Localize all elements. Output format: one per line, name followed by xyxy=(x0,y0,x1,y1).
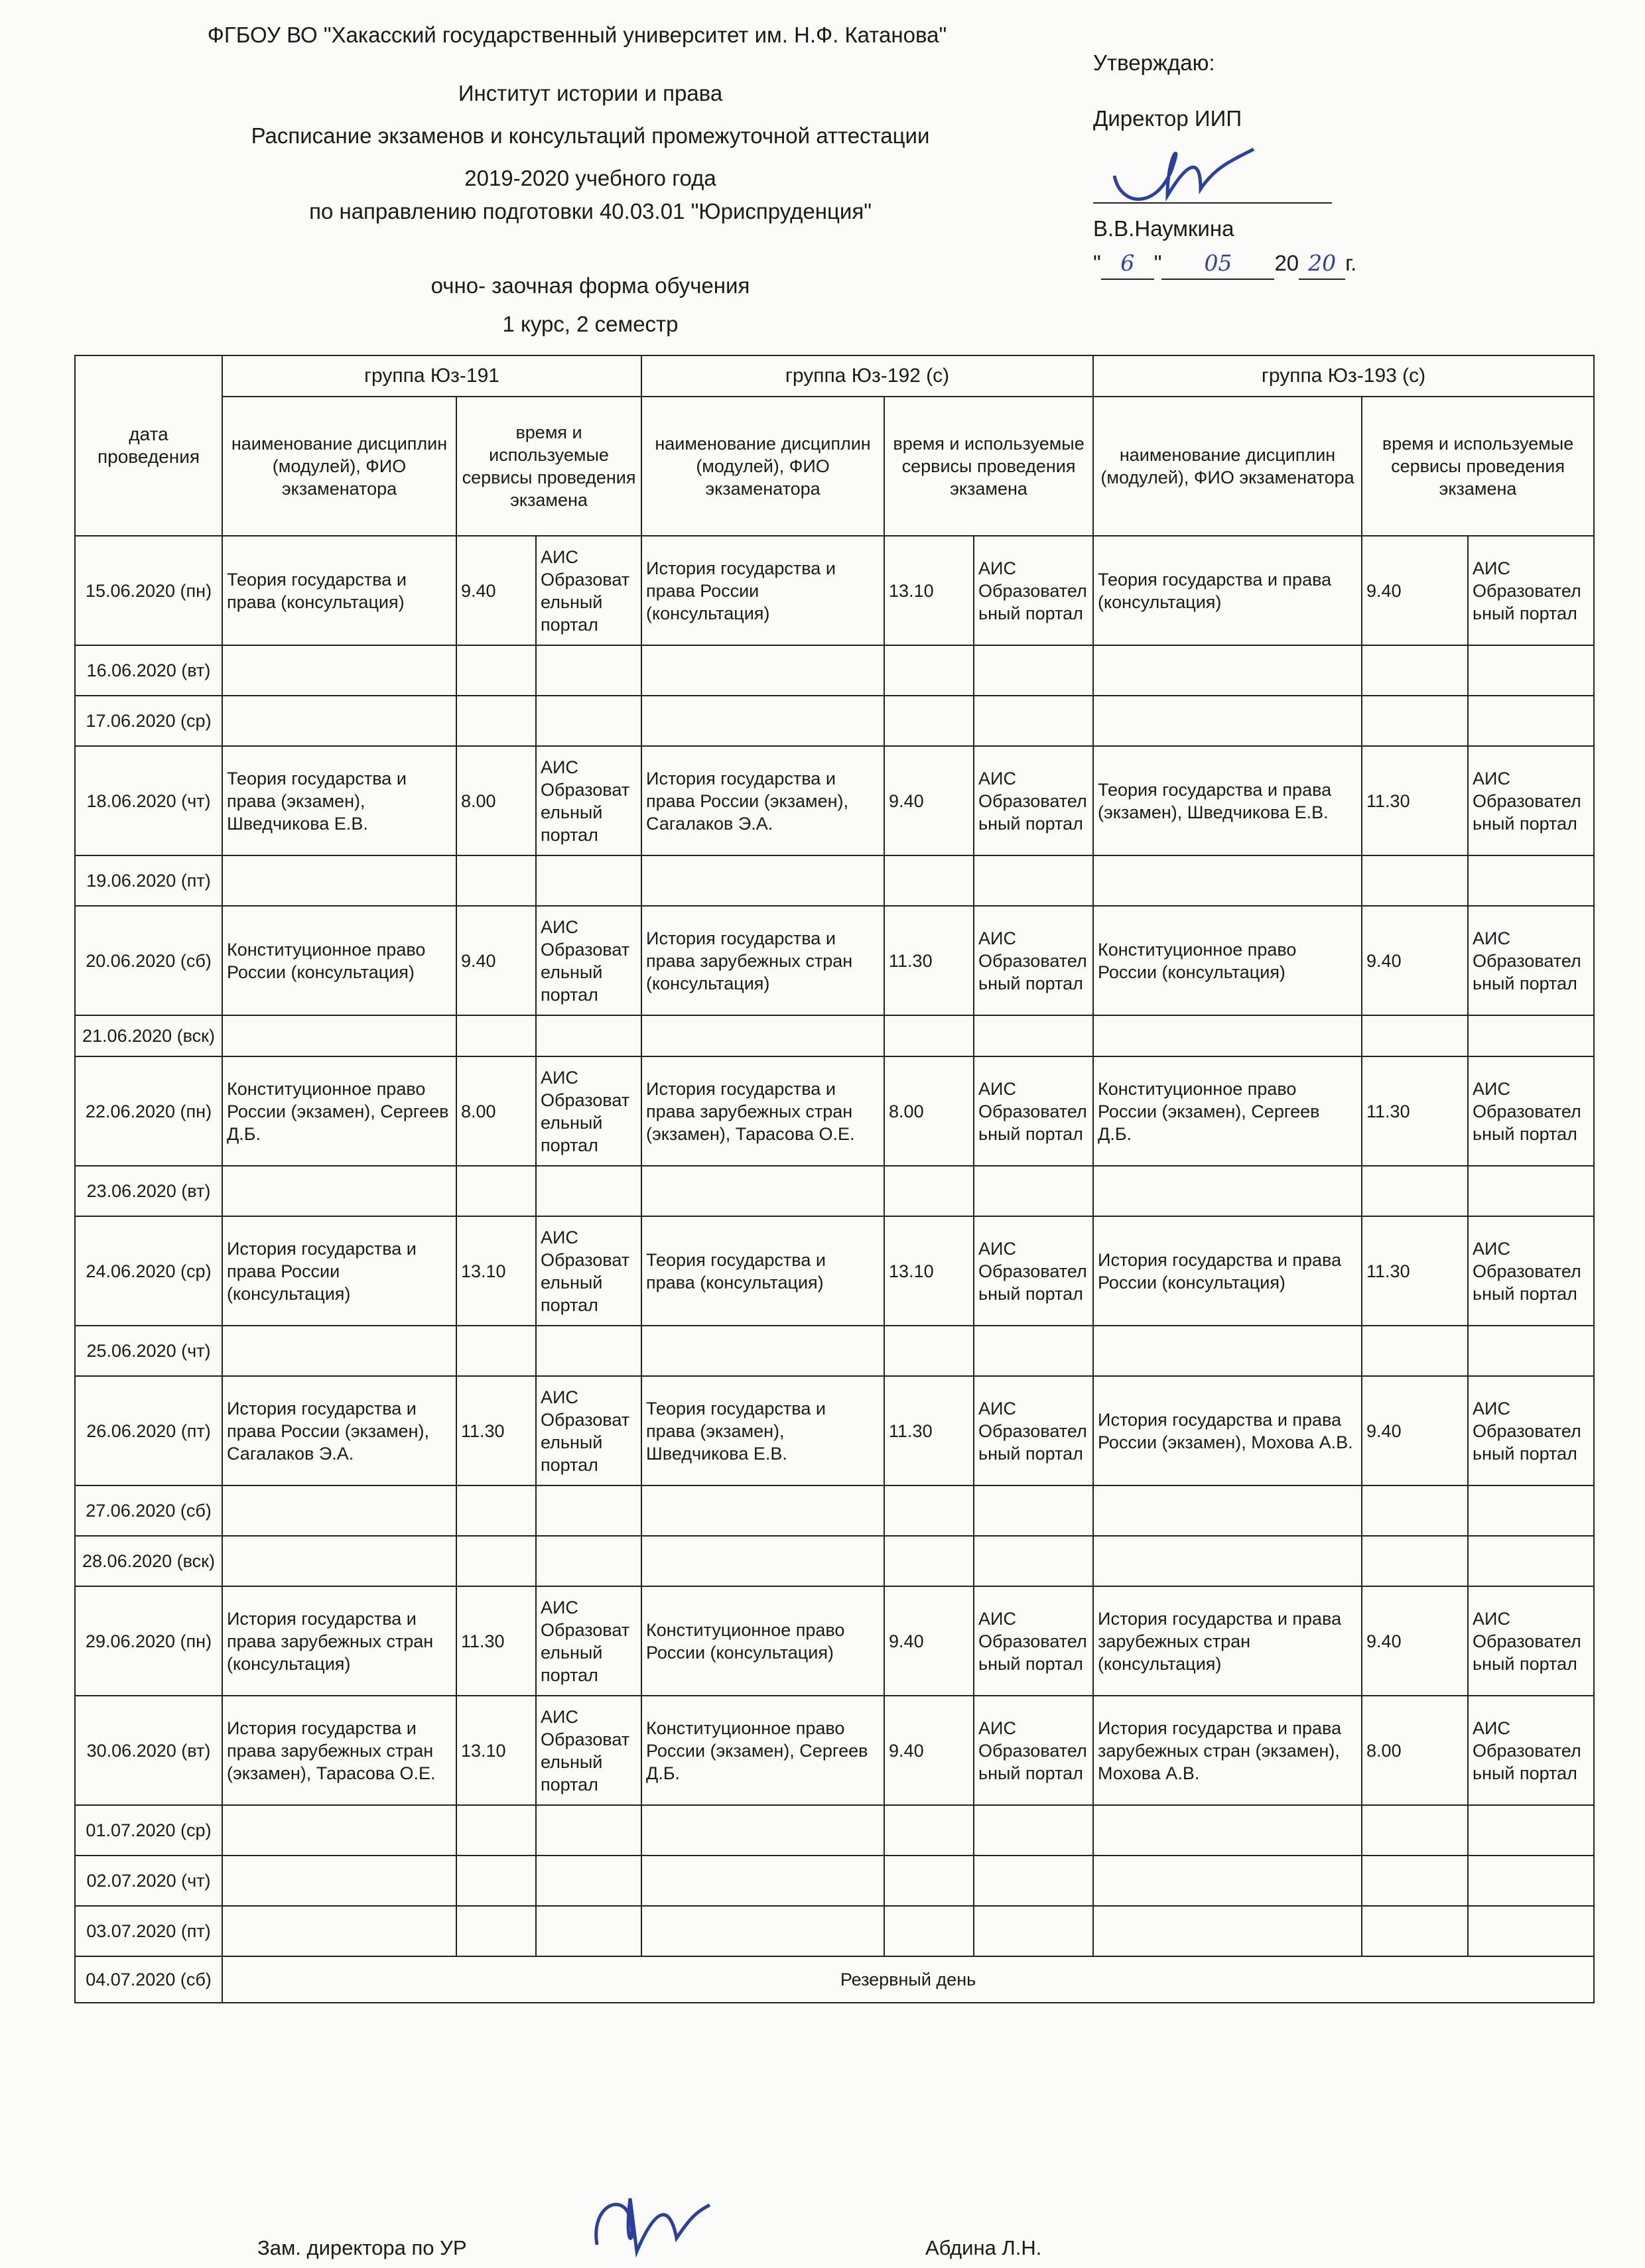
row-date: 24.06.2020 (ср) xyxy=(75,1216,222,1326)
reserve-day: Резервный день xyxy=(222,1956,1594,2003)
discipline-cell: История государства и права зарубежных стран (консультация) xyxy=(1093,1586,1362,1696)
row-date: 26.06.2020 (пт) xyxy=(75,1376,222,1485)
service-cell xyxy=(536,1166,641,1216)
discipline-cell: История государства и права зарубежных стран (экзамен), Тарасова О.Е. xyxy=(222,1696,456,1805)
service-cell: АИС Образовательный портал xyxy=(974,1586,1093,1696)
discipline-cell xyxy=(1093,1856,1362,1906)
time-cell: 13.10 xyxy=(456,1216,536,1326)
time-cell xyxy=(884,1326,974,1376)
discipline-cell xyxy=(222,855,456,906)
discipline-cell xyxy=(641,855,884,906)
time-cell xyxy=(884,855,974,906)
service-cell: АИС Образовательный портал xyxy=(536,906,641,1015)
time-cell xyxy=(456,1856,536,1906)
time-cell: 11.30 xyxy=(1362,1056,1468,1166)
time-cell xyxy=(456,1485,536,1536)
row-date: 21.06.2020 (вск) xyxy=(75,1015,222,1056)
discipline-cell: История государства и права России (консультация) xyxy=(1093,1216,1362,1326)
time-cell xyxy=(1362,1015,1468,1056)
discipline-cell: История государства и права зарубежных стран (экзамен), Тарасова О.Е. xyxy=(641,1056,884,1166)
service-cell xyxy=(1468,1856,1594,1906)
row-date: 04.07.2020 (сб) xyxy=(75,1956,222,2003)
discipline-cell xyxy=(222,1856,456,1906)
service-cell: АИС Образовательный портал xyxy=(536,1586,641,1696)
deputy-signature-svg xyxy=(584,2178,716,2258)
service-cell xyxy=(536,1856,641,1906)
discipline-cell: Теория государства и права (консультация) xyxy=(222,536,456,645)
row-date: 22.06.2020 (пн) xyxy=(75,1056,222,1166)
time-cell: 13.10 xyxy=(884,536,974,645)
time-cell xyxy=(884,1536,974,1586)
service-cell xyxy=(1468,1906,1594,1956)
row-date: 30.06.2020 (вт) xyxy=(75,1696,222,1805)
schedule-row xyxy=(75,1906,1594,1956)
service-cell: АИС Образовательный портал xyxy=(974,1696,1093,1805)
date-quote-open: " xyxy=(1093,251,1101,275)
time-cell xyxy=(1362,1485,1468,1536)
service-cell xyxy=(1468,645,1594,696)
discipline-cell: Теория государства и права (консультация) xyxy=(641,1216,884,1326)
time-cell xyxy=(456,645,536,696)
schedule-row xyxy=(75,536,1594,645)
service-cell: АИС Образовательный портал xyxy=(1468,536,1594,645)
time-cell xyxy=(884,1166,974,1216)
discipline-cell: Теория государства и права (консультация) xyxy=(1093,536,1362,645)
service-cell xyxy=(1468,1015,1594,1056)
service-cell xyxy=(974,1536,1093,1586)
service-cell: АИС Образовательный портал xyxy=(1468,1586,1594,1696)
service-cell xyxy=(536,1805,641,1856)
schedule-row xyxy=(75,1856,1594,1906)
service-cell xyxy=(536,696,641,746)
approval-day: 6 xyxy=(1101,248,1154,280)
time-cell xyxy=(1362,1166,1468,1216)
time-cell: 13.10 xyxy=(456,1696,536,1805)
time-cell: 9.40 xyxy=(1362,1376,1468,1485)
schedule-row xyxy=(75,645,1594,696)
exam-schedule-table xyxy=(74,355,1595,2003)
time-cell xyxy=(884,645,974,696)
time-cell: 9.40 xyxy=(884,1586,974,1696)
row-date: 17.06.2020 (ср) xyxy=(75,696,222,746)
service-cell xyxy=(974,1856,1093,1906)
discipline-cell: История государства и права России (экзамен), Сагалаков Э.А. xyxy=(641,746,884,855)
discipline-cell xyxy=(641,645,884,696)
discipline-cell: История государства и права зарубежных стран (консультация) xyxy=(641,906,884,1015)
service-cell: АИС Образовательный портал xyxy=(974,1056,1093,1166)
schedule-row xyxy=(75,1326,1594,1376)
service-cell: АИС Образовательный портал xyxy=(1468,746,1594,855)
group-header-2: группа Юз-192 (с) xyxy=(641,355,1093,397)
time-cell xyxy=(1362,1805,1468,1856)
discipline-cell xyxy=(222,1015,456,1056)
discipline-cell: Теория государства и права (экзамен), Шведчикова Е.В. xyxy=(1093,746,1362,855)
service-cell xyxy=(974,855,1093,906)
group-header-3: группа Юз-193 (с) xyxy=(1093,355,1594,397)
row-date: 23.06.2020 (вт) xyxy=(75,1166,222,1216)
discipline-cell xyxy=(222,1536,456,1586)
time-cell: 8.00 xyxy=(456,746,536,855)
service-cell: АИС Образовательный портал xyxy=(974,1216,1093,1326)
service-cell: АИС Образовательный портал xyxy=(536,1376,641,1485)
director-signature-icon xyxy=(1101,136,1260,225)
row-date: 19.06.2020 (пт) xyxy=(75,855,222,906)
discipline-cell xyxy=(222,1326,456,1376)
discipline-cell: Конституционное право России (экзамен), Сергеев Д.Б. xyxy=(641,1696,884,1805)
subheader-discipline-g2: наименование дисциплин (модулей), ФИО экзаменатора xyxy=(641,397,884,536)
service-cell xyxy=(974,1326,1093,1376)
discipline-cell: Конституционное право России (консультация) xyxy=(641,1586,884,1696)
row-date: 27.06.2020 (сб) xyxy=(75,1485,222,1536)
discipline-cell xyxy=(222,1906,456,1956)
deputy-signature-icon xyxy=(584,2178,716,2268)
group-header-1: группа Юз-191 xyxy=(222,355,641,397)
approval-year-suffix: г. xyxy=(1345,251,1357,275)
service-cell: АИС Образовательный портал xyxy=(536,1056,641,1166)
time-cell xyxy=(456,1015,536,1056)
approval-year-prefix: 20 xyxy=(1274,251,1299,275)
discipline-cell: История государства и права России (консультация) xyxy=(222,1216,456,1326)
schedule-row xyxy=(75,696,1594,746)
time-cell xyxy=(1362,645,1468,696)
service-cell xyxy=(974,1015,1093,1056)
subheader-discipline-g3: наименование дисциплин (модулей), ФИО экзаменатора xyxy=(1093,397,1362,536)
schedule-row xyxy=(75,746,1594,855)
schedule-row xyxy=(75,1696,1594,1805)
service-cell: АИС Образовательный портал xyxy=(536,536,641,645)
time-cell: 9.40 xyxy=(884,1696,974,1805)
discipline-cell: Конституционное право России (консультация) xyxy=(222,906,456,1015)
study-form: очно- заочная форма обучения xyxy=(430,273,750,298)
service-cell xyxy=(536,1015,641,1056)
discipline-cell: История государства и права зарубежных стран (экзамен), Мохова А.В. xyxy=(1093,1696,1362,1805)
time-cell: 11.30 xyxy=(1362,746,1468,855)
service-cell xyxy=(1468,696,1594,746)
discipline-cell xyxy=(641,1485,884,1536)
subheader-row xyxy=(75,397,1594,536)
time-cell xyxy=(1362,855,1468,906)
time-cell: 9.40 xyxy=(456,536,536,645)
row-date: 20.06.2020 (сб) xyxy=(75,906,222,1015)
row-date: 25.06.2020 (чт) xyxy=(75,1326,222,1376)
time-cell: 11.30 xyxy=(884,906,974,1015)
time-cell: 9.40 xyxy=(1362,906,1468,1015)
approval-date xyxy=(1093,248,1356,280)
row-date: 15.06.2020 (пн) xyxy=(75,536,222,645)
discipline-cell xyxy=(222,645,456,696)
footer-position: Зам. директора по УР xyxy=(257,2236,467,2259)
discipline-cell: История государства и права зарубежных стран (консультация) xyxy=(222,1586,456,1696)
footer-name: Абдина Л.Н. xyxy=(925,2236,1042,2259)
service-cell: АИС Образовательный портал xyxy=(1468,1376,1594,1485)
discipline-cell xyxy=(222,1166,456,1216)
subheader-time-g1: время и используемые сервисы проведения экзамена xyxy=(456,397,641,536)
service-cell: АИС Образовательный портал xyxy=(536,746,641,855)
time-cell: 8.00 xyxy=(1362,1696,1468,1805)
time-cell xyxy=(884,1805,974,1856)
service-cell xyxy=(1468,1166,1594,1216)
service-cell: АИС Образовательный портал xyxy=(974,536,1093,645)
discipline-cell xyxy=(1093,645,1362,696)
schedule-row xyxy=(75,855,1594,906)
discipline-cell: Конституционное право России (консультация) xyxy=(1093,906,1362,1015)
time-cell xyxy=(456,855,536,906)
schedule-row xyxy=(75,1586,1594,1696)
time-cell xyxy=(884,696,974,746)
time-cell xyxy=(1362,696,1468,746)
discipline-cell xyxy=(1093,1166,1362,1216)
approve-label: Утверждаю: xyxy=(1093,50,1215,75)
service-cell xyxy=(536,645,641,696)
time-cell xyxy=(456,696,536,746)
time-cell xyxy=(884,1485,974,1536)
service-cell xyxy=(536,855,641,906)
schedule-body xyxy=(75,536,1594,2003)
row-date: 16.06.2020 (вт) xyxy=(75,645,222,696)
time-cell xyxy=(884,1856,974,1906)
group-header-row xyxy=(75,355,1594,397)
service-cell: АИС Образовательный портал xyxy=(536,1696,641,1805)
discipline-cell: Теория государства и права (экзамен), Шведчикова Е.В. xyxy=(641,1376,884,1485)
approval-year: 20 xyxy=(1299,248,1345,280)
schedule-row xyxy=(75,906,1594,1015)
approval-month: 05 xyxy=(1161,248,1274,280)
time-cell: 8.00 xyxy=(884,1056,974,1166)
date-quote-close: " xyxy=(1153,251,1162,275)
discipline-cell: История государства и права России (консультация) xyxy=(641,536,884,645)
service-cell xyxy=(536,1485,641,1536)
schedule-row xyxy=(75,1056,1594,1166)
discipline-cell: Теория государства и права (экзамен), Шведчикова Е.В. xyxy=(222,746,456,855)
time-cell xyxy=(456,1536,536,1586)
discipline-cell: История государства и права России (экзамен), Мохова А.В. xyxy=(1093,1376,1362,1485)
service-cell xyxy=(974,1805,1093,1856)
service-cell xyxy=(1468,1485,1594,1536)
service-cell: АИС Образовательный портал xyxy=(536,1216,641,1326)
approver-name: В.В.Наумкина xyxy=(1093,216,1234,241)
discipline-cell xyxy=(641,696,884,746)
service-cell xyxy=(1468,1805,1594,1856)
discipline-cell xyxy=(1093,1015,1362,1056)
service-cell xyxy=(974,1906,1093,1956)
service-cell: АИС Образовательный портал xyxy=(974,906,1093,1015)
discipline-cell xyxy=(641,1536,884,1586)
schedule-row xyxy=(75,1536,1594,1586)
discipline-cell xyxy=(641,1805,884,1856)
discipline-cell xyxy=(222,1805,456,1856)
time-cell xyxy=(456,1166,536,1216)
row-date: 02.07.2020 (чт) xyxy=(75,1856,222,1906)
service-cell: АИС Образовательный портал xyxy=(1468,1216,1594,1326)
discipline-cell xyxy=(222,696,456,746)
service-cell xyxy=(974,1166,1093,1216)
row-date: 18.06.2020 (чт) xyxy=(75,746,222,855)
service-cell: АИС Образовательный портал xyxy=(974,746,1093,855)
schedule-title-line2: 2019-2020 учебного года xyxy=(464,166,716,190)
service-cell: АИС Образовательный портал xyxy=(1468,1696,1594,1805)
schedule-row xyxy=(75,1376,1594,1485)
time-cell xyxy=(1362,1906,1468,1956)
schedule-row xyxy=(75,1216,1594,1326)
discipline-cell xyxy=(222,1485,456,1536)
service-cell xyxy=(974,696,1093,746)
time-cell: 11.30 xyxy=(456,1376,536,1485)
service-cell: АИС Образовательный портал xyxy=(1468,1056,1594,1166)
schedule-title-line3: по направлению подготовки 40.03.01 "Юриспруденция" xyxy=(309,199,872,223)
time-cell xyxy=(1362,1326,1468,1376)
discipline-cell xyxy=(641,1015,884,1056)
service-cell xyxy=(536,1536,641,1586)
subheader-time-g2: время и используемые сервисы проведения экзамена xyxy=(884,397,1093,536)
university-name: ФГБОУ ВО "Хакасский государственный университет им. Н.Ф. Катанова" xyxy=(207,23,947,47)
service-cell xyxy=(536,1326,641,1376)
time-cell xyxy=(884,1015,974,1056)
time-cell: 9.40 xyxy=(1362,536,1468,645)
time-cell: 9.40 xyxy=(884,746,974,855)
time-cell xyxy=(456,1326,536,1376)
service-cell xyxy=(974,645,1093,696)
director-signature-svg xyxy=(1101,136,1260,216)
discipline-cell xyxy=(641,1326,884,1376)
discipline-cell xyxy=(1093,696,1362,746)
discipline-cell xyxy=(1093,1536,1362,1586)
time-cell: 13.10 xyxy=(884,1216,974,1326)
time-cell: 8.00 xyxy=(456,1056,536,1166)
approver-position: Директор ИИП xyxy=(1093,106,1242,131)
time-cell: 11.30 xyxy=(884,1376,974,1485)
subheader-discipline-g1: наименование дисциплин (модулей), ФИО экзаменатора xyxy=(222,397,456,536)
course-semester: 1 курс, 2 семестр xyxy=(502,312,679,336)
service-cell: АИС Образовательный портал xyxy=(974,1376,1093,1485)
discipline-cell xyxy=(1093,1326,1362,1376)
service-cell: АИС Образовательный портал xyxy=(1468,906,1594,1015)
schedule-row xyxy=(75,1015,1594,1056)
row-date: 28.06.2020 (вск) xyxy=(75,1536,222,1586)
discipline-cell xyxy=(1093,1485,1362,1536)
institute-name: Институт истории и права xyxy=(458,81,723,105)
discipline-cell xyxy=(641,1906,884,1956)
discipline-cell: История государства и права России (экзамен), Сагалаков Э.А. xyxy=(222,1376,456,1485)
service-cell xyxy=(1468,1326,1594,1376)
discipline-cell xyxy=(1093,1805,1362,1856)
schedule-row xyxy=(75,1956,1594,2003)
discipline-cell xyxy=(1093,855,1362,906)
time-cell: 11.30 xyxy=(1362,1216,1468,1326)
discipline-cell: Конституционное право России (экзамен), Сергеев Д.Б. xyxy=(1093,1056,1362,1166)
time-cell xyxy=(456,1906,536,1956)
date-header: дата проведения xyxy=(75,355,222,536)
time-cell xyxy=(1362,1856,1468,1906)
time-cell xyxy=(884,1906,974,1956)
time-cell xyxy=(456,1805,536,1856)
service-cell xyxy=(1468,1536,1594,1586)
schedule-row xyxy=(75,1166,1594,1216)
service-cell xyxy=(536,1906,641,1956)
discipline-cell: Конституционное право России (экзамен), Сергеев Д.Б. xyxy=(222,1056,456,1166)
time-cell: 11.30 xyxy=(456,1586,536,1696)
row-date: 29.06.2020 (пн) xyxy=(75,1586,222,1696)
time-cell: 9.40 xyxy=(456,906,536,1015)
schedule-row xyxy=(75,1805,1594,1856)
schedule-title-line1: Расписание экзаменов и консультаций промежуточной аттестации xyxy=(251,123,930,148)
row-date: 01.07.2020 (ср) xyxy=(75,1805,222,1856)
time-cell: 9.40 xyxy=(1362,1586,1468,1696)
discipline-cell xyxy=(1093,1906,1362,1956)
service-cell xyxy=(1468,855,1594,906)
subheader-time-g3: время и используемые сервисы проведения экзамена xyxy=(1362,397,1594,536)
discipline-cell xyxy=(641,1856,884,1906)
row-date: 03.07.2020 (пт) xyxy=(75,1906,222,1956)
service-cell xyxy=(974,1485,1093,1536)
time-cell xyxy=(1362,1536,1468,1586)
schedule-row xyxy=(75,1485,1594,1536)
discipline-cell xyxy=(641,1166,884,1216)
